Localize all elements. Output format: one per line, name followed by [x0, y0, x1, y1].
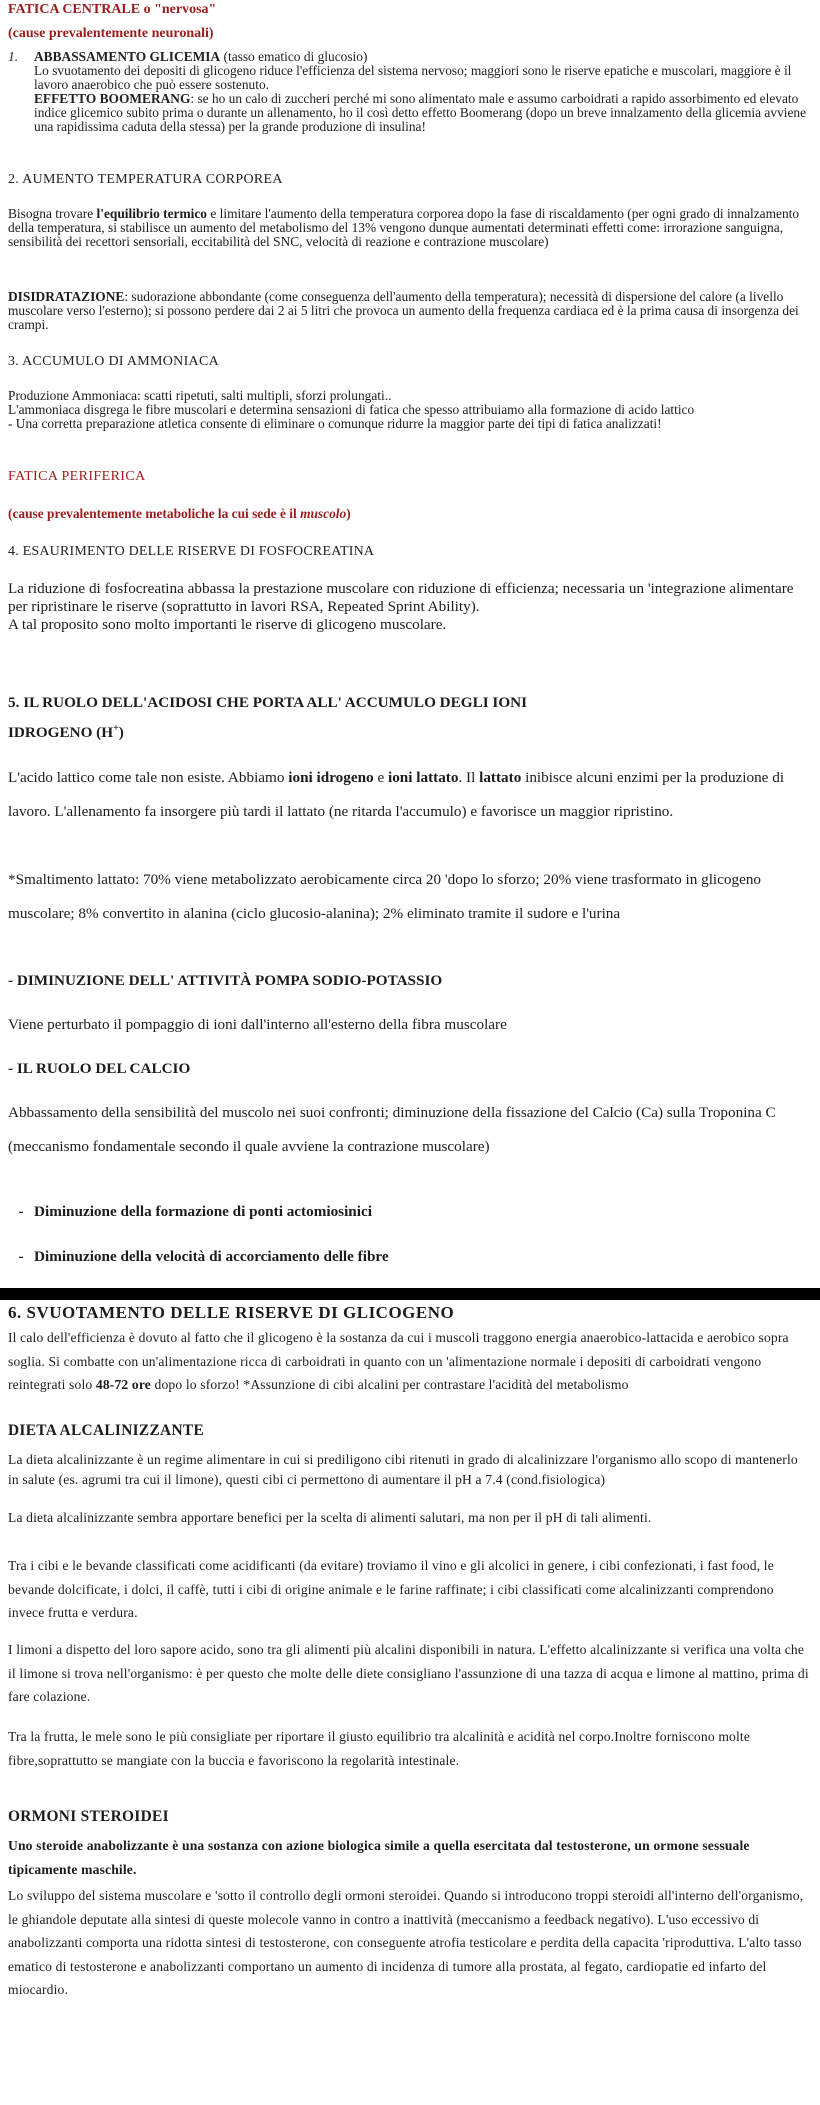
bullet-dash: -: [18, 1248, 24, 1265]
dehydration-paragraph: [8, 290, 812, 332]
item-2-text-pre: Bisogna trovare: [8, 206, 97, 221]
thermal-balance-highlight: l'equilibrio termico: [96, 206, 207, 221]
lactate-disposal-note: *Smaltimento lattato: 70% viene metabolizzato aerobicamente circa 20 'dopo lo sforzo; 20% viene trasformato in glicogeno muscolare; 8% convertito in alanina (ciclo glucosio-alanina); 2% eliminato tramite il sudore e l'urina: [8, 871, 762, 922]
peripheral-fatigue-subtitle: [8, 507, 812, 521]
peripheral-subtitle-muscle: muscolo: [300, 506, 347, 521]
item-5-heading-hydrogen: IDROGENO (H: [8, 724, 114, 741]
alkaline-diet-p5: Tra la frutta, le mele sono le più consigliate per riportare il giusto equilibrio tra alcalinità e acidità nel corpo.Inoltre forniscono molte fibre,soprattutto se mangiate con la buccia e favoriscono la regolarità intestinale.: [8, 1729, 751, 1768]
calcium-bullet-2: [8, 1248, 812, 1266]
item-1-text: Lo svuotamento dei depositi di glicogeno riduce l'efficienza del sistema nervoso; maggiori sono le riserve epatiche e muscolari, maggiore è il lavoro anaerobico che può essere sostenuto.: [34, 63, 792, 92]
boomerang-effect-paragraph: [34, 92, 812, 134]
calcium-text: Abbassamento della sensibilità del muscolo nei suoi confronti; diminuzione della fissazione del Calcio (Ca) sulla Troponina C (meccanismo fondamentale secondo il quale avviene la contrazione muscolare): [8, 1104, 776, 1155]
alkaline-diet-p1: La dieta alcalinizzante è un regime alimentare in cui si prediligono cibi ritenuti in grado di alcalinizzare l'organismo allo scopo di mantenerlo in salute (es. agrumi tra cui il limone), questi cibi ci permettono di aumentare il pH a 7.4 (cond.fisiologica): [8, 1452, 798, 1487]
hours-highlight: 48-72 ore: [95, 1377, 151, 1393]
sodium-potassium-pump-heading: - DIMINUZIONE DELL' ATTIVITÀ POMPA SODIO-POTASSIO: [8, 972, 443, 989]
peripheral-fatigue-title: FATICA PERIFERICA: [8, 469, 146, 484]
peripheral-subtitle-pre: (cause prevalentemente metaboliche la cui sede è il: [8, 506, 301, 521]
item-3-line-3: - Una corretta preparazione atletica consente di eliminare o comunque ridurre la maggior parte dei tipi di fatica analizzati!: [8, 416, 662, 431]
item-2-heading: 2. AUMENTO TEMPERATURA CORPOREA: [8, 172, 283, 187]
document-page-glycogen: [0, 1300, 820, 2105]
item-6-text-post: dopo lo sforzo! *Assunzione di cibi alcalini per contrastare l'acidità del metabolismo: [150, 1377, 629, 1393]
calcium-bullet-2-text: Diminuzione della velocità di accorciamento delle fibre: [34, 1248, 389, 1265]
item-5-text-b: e: [373, 769, 388, 786]
steroid-text: Lo sviluppo del sistema muscolare e 'sotto il controllo degli ormoni steroidei. Quando si introducono troppi steroidi all'interno dell'organismo, le ghiandole deputate alla sintesi di queste molecole vanno in contro a inattività (meccanismo a feedback negativo). L'uso eccessivo di anabolizzanti comporta una ridotta sintesi di testosterone, con conseguente atrofia testicolare e perdita della capacita 'riproduttiva. L'alto tasso ematico di testosterone e anabolizzanti comportano un aumento di incidenza di tumore alla prostata, al fegato, cardiopatie ed infarto del miocardio.: [8, 1888, 804, 1998]
item-6-text: [8, 1326, 812, 1397]
item-3-heading: 3. ACCUMULO DI AMMONIACA: [8, 354, 219, 369]
item-4-body: [8, 580, 812, 634]
item-1-number: 1.: [8, 49, 19, 64]
calcium-bullet-1-text: Diminuzione della formazione di ponti actomiosinici: [34, 1203, 372, 1220]
item-1-heading-note: (tasso ematico di glucosio): [223, 49, 368, 64]
hydrogen-ions-highlight: ioni idrogeno: [288, 769, 374, 786]
item-5-heading-line-1: 5. IL RUOLO DELL'ACIDOSI CHE PORTA ALL' ACCUMULO DEGLI IONI: [8, 694, 528, 711]
steroid-definition: Uno steroide anabolizzante è una sostanza con azione biologica simile a quella esercitata dal testosterone, un ormone sessuale tipicamente maschile.: [8, 1838, 750, 1877]
item-4-heading: 4. ESAURIMENTO DELLE RISERVE DI FOSFOCREATINA: [8, 544, 375, 559]
bullet-dash: -: [18, 1203, 24, 1220]
item-2-text-post: e limitare l'aumento della temperatura corporea dopo la fase di riscaldamento (per ogni grado di innalzamento della temperatura, si stabilisce un aumento del metabolismo del 13% vengono dunque aumentati determinati effetti come: irrorazione sanguigna, sensibilità dei recettori sensoriali, eccitabilità del SNC, velocità di reazione e contrazione muscolare): [8, 206, 800, 249]
boomerang-effect-label: EFFETTO BOOMERANG: [34, 91, 191, 106]
sodium-potassium-pump-text: Viene perturbato il pompaggio di ioni dall'interno all'esterno della fibra muscolare: [8, 1016, 507, 1033]
item-3-body: [8, 389, 812, 431]
item-6-text-pre: Il calo dell'efficienza è dovuto al fatto che il glicogeno è la sostanza da cui i muscoli traggono energia anaerobico-lattacida e aerobico sopra soglia. Si combatte con un'alimentazione ricca di carboidrati in quanto con un 'alimentazione normale i depositi di carboidrati vengono reintegrati solo: [8, 1330, 789, 1393]
item-5-text-a: L'acido lattico come tale non esiste. Abbiamo: [8, 769, 289, 786]
item-6-heading: 6. SVUOTAMENTO DELLE RISERVE DI GLICOGENO: [8, 1303, 455, 1322]
boomerang-effect-text: : se ho un calo di zuccheri perché mi sono alimentato male e assumo carboidrati a rapido assorbimento ed elevato indice glicemico subito prima o durante un allenamento, ho il così detto effetto Boomerang (dopo un breve innalzamento della glicemia avviene una rapidissima caduta della stessa) per la grande produzione di insulina!: [34, 91, 807, 134]
item-3-line-2: L'ammoniaca disgrega le fibre muscolari e determina sensazioni di fatica che spesso attribuiamo alla formazione di acido lattico: [8, 402, 695, 417]
item-3-line-1: Produzione Ammoniaca: scatti ripetuti, salti multipli, sforzi prolungati..: [8, 388, 392, 403]
alkaline-diet-heading: DIETA ALCALINIZZANTE: [8, 1422, 205, 1439]
item-1-blood-glucose: [8, 50, 812, 134]
dehydration-label: DISIDRATAZIONE: [8, 289, 125, 304]
dehydration-text: : sudorazione abbondante (come conseguenza dell'aumento della temperatura); necessità di dispersione del calore (a livello muscolare verso l'esterno); si possono perdere dai 2 ai 5 litri che provoca un aumento della frequenza cardiaca ed è la prima causa di insorgenza dei crampi.: [8, 289, 799, 332]
lactate-highlight: lattato: [479, 769, 522, 786]
calcium-heading: - IL RUOLO DEL CALCIO: [8, 1060, 191, 1077]
item-5-heading-sup: +: [113, 722, 119, 734]
alkaline-diet-p3: Tra i cibi e le bevande classificati come acidificanti (da evitare) troviamo il vino e gli alcolici in genere, i cibi confezionati, i fast food, le bevande dolcificate, i dolci, il caffè, tutti i cibi di origine animale e le farine raffinate; i cibi classificati come alcalinizzanti comprendono invece frutta e verdura.: [8, 1558, 774, 1621]
peripheral-subtitle-post: ): [346, 506, 351, 521]
item-5-heading-line-2: [8, 718, 812, 748]
central-fatigue-title: FATICA CENTRALE o "nervosa": [8, 2, 217, 17]
item-5-text-c: . Il: [458, 769, 480, 786]
item-4-text-2: A tal proposito sono molto importanti le riserve di glicogeno muscolare.: [8, 616, 447, 633]
item-5-heading: [8, 688, 812, 748]
calcium-bullet-1: [8, 1203, 812, 1221]
lactate-ions-highlight: ioni lattato: [387, 769, 459, 786]
alkaline-diet-p2: La dieta alcalinizzante sembra apportare benefici per la scelta di alimenti salutari, ma non per il pH di tali alimenti.: [8, 1510, 652, 1525]
item-5-text-d: inibisce alcuni enzimi per la produzione di lavoro. L'allenamento fa insorgere più tardi il lattato (ne ritarda l'accumulo) e favorisce un maggior ripristino.: [8, 769, 785, 820]
item-4-text: La riduzione di fosfocreatina abbassa la prestazione muscolare con riduzione di efficienza; necessaria un 'integrazione alimentare per ripristinare le riserve (soprattutto in lavori RSA, Repeated Sprint Ability).: [8, 580, 794, 615]
item-1-heading: ABBASSAMENTO GLICEMIA: [34, 49, 221, 64]
item-5-heading-close: ): [118, 724, 124, 741]
item-5-text: [8, 761, 812, 829]
steroid-hormones-heading: ORMONI STEROIDEI: [8, 1808, 169, 1825]
item-2-text: [8, 207, 812, 249]
page-divider: [0, 1288, 820, 1300]
alkaline-diet-p4: I limoni a dispetto del loro sapore acido, sono tra gli alimenti più alcalini disponibili in natura. L'effetto alcalinizzante si verifica una volta che il limone si trova nell'organismo: è per questo che molte delle diete consigliano l'assunzione di una tazza di acqua e limone al mattino, prima di fare colazione.: [8, 1642, 809, 1705]
central-fatigue-subtitle: (cause prevalentemente neuronali): [8, 26, 214, 41]
